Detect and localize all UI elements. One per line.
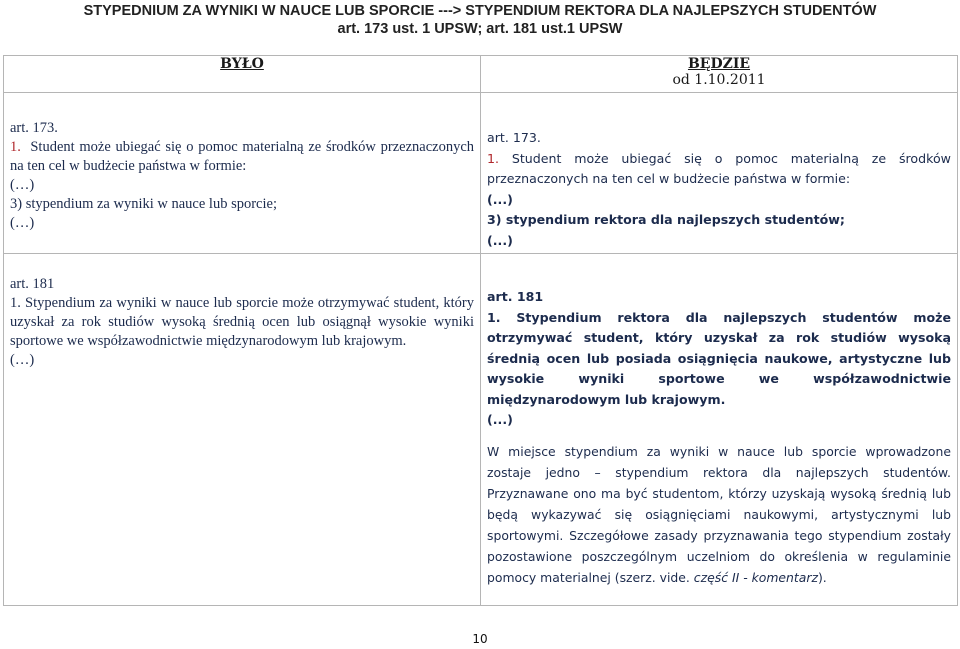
art-173-label-after: art. 173. [487, 130, 541, 145]
document-title: STYPEDNIUM ZA WYNIKI W NAUCE LUB SPORCIE ---> STYPENDIUM REKTORA DLA NAJLEPSZYCH STUDENTÓW [83, 3, 877, 19]
art-173-body-after: Student może ubiegać się o pomoc materialną ze środków przeznaczonych na ten cel w budżecie państwa w formie: [487, 150, 951, 186]
cell-after-art173 [481, 93, 958, 254]
document-header [0, 2, 960, 38]
art-181-label-after: art. 181 [487, 289, 544, 304]
point-number: 1. [10, 139, 21, 155]
art-173-text-after [487, 149, 951, 190]
art-173-label-before: art. 173. [10, 120, 58, 136]
heading-after: BĘDZIE [687, 56, 751, 72]
ellipsis: (…) [10, 352, 35, 368]
commentary-main: W miejsce stypendium za wyniki w nauce lub sporcie wprowadzone zostaje jedno – stypendium rektora dla najlepszych studentów. Przyznawane ono ma być studentom, którzy uzyskają wysoką średnią lub będą wykazywać się osiągnięciami naukowymi, artystycznymi lub sportowymi. Szczegółowe zasady przyznawania tego stypendium zostały pozostawione poszczególnym uczelniom do określenia w regulaminie pomocy materialnej (szerz. vide. [487, 443, 951, 585]
cell-before-art173 [4, 93, 481, 254]
ellipsis: (...) [487, 412, 513, 427]
ellipsis: (…) [10, 215, 35, 231]
art-181-label-before: art. 181 [10, 276, 55, 292]
ellipsis: (...) [487, 191, 513, 207]
cell-before-art181 [4, 254, 481, 606]
comparison-table [3, 55, 958, 606]
column-header-before [4, 56, 481, 93]
art-181-text-after: 1. Stypendium rektora dla najlepszych studentów może otrzymywać student, który uzyskał za rok studiów wysoką średnią ocen lub posiada osiągnięcia naukowe, artystyczne lub wysokie wyniki sportowe we współzawodnictwie międzynarodowym lub krajowym. [487, 309, 951, 407]
ellipsis: (...) [487, 232, 513, 248]
column-header-after [481, 56, 958, 93]
item-3-after: 3) stypendium rektora dla najlepszych studentów; [487, 212, 845, 227]
art-173-body-before: Student może ubiegać się o pomoc materialną ze środków przeznaczonych na ten cel w budżecie państwa w formie: [10, 139, 475, 174]
commentary-end: ). [817, 569, 827, 585]
ellipsis: (…) [10, 177, 35, 193]
commentary-reference: część II - komentarz [693, 569, 818, 585]
commentary-note [487, 441, 951, 588]
art-181-text-before: 1. Stypendium za wyniki w nauce lub sporcie może otrzymywać student, który uzyskał za rok studiów wysoką średnią ocen lub osiągnął wysokie wyniki sportowe we współzawodnictwie międzynarodowym lub krajowym. [10, 295, 474, 349]
art-173-text-before [10, 138, 474, 176]
cell-after-art181 [481, 254, 958, 606]
document-subtitle: art. 173 ust. 1 UPSW; art. 181 ust.1 UPSW [337, 21, 623, 37]
effective-date: od 1.10.2011 [672, 72, 766, 88]
item-3-before: 3) stypendium za wyniki w nauce lub sporcie; [10, 196, 277, 212]
point-number: 1. [487, 150, 500, 166]
heading-before: BYŁO [220, 56, 264, 72]
page-number: 10 [472, 632, 488, 646]
